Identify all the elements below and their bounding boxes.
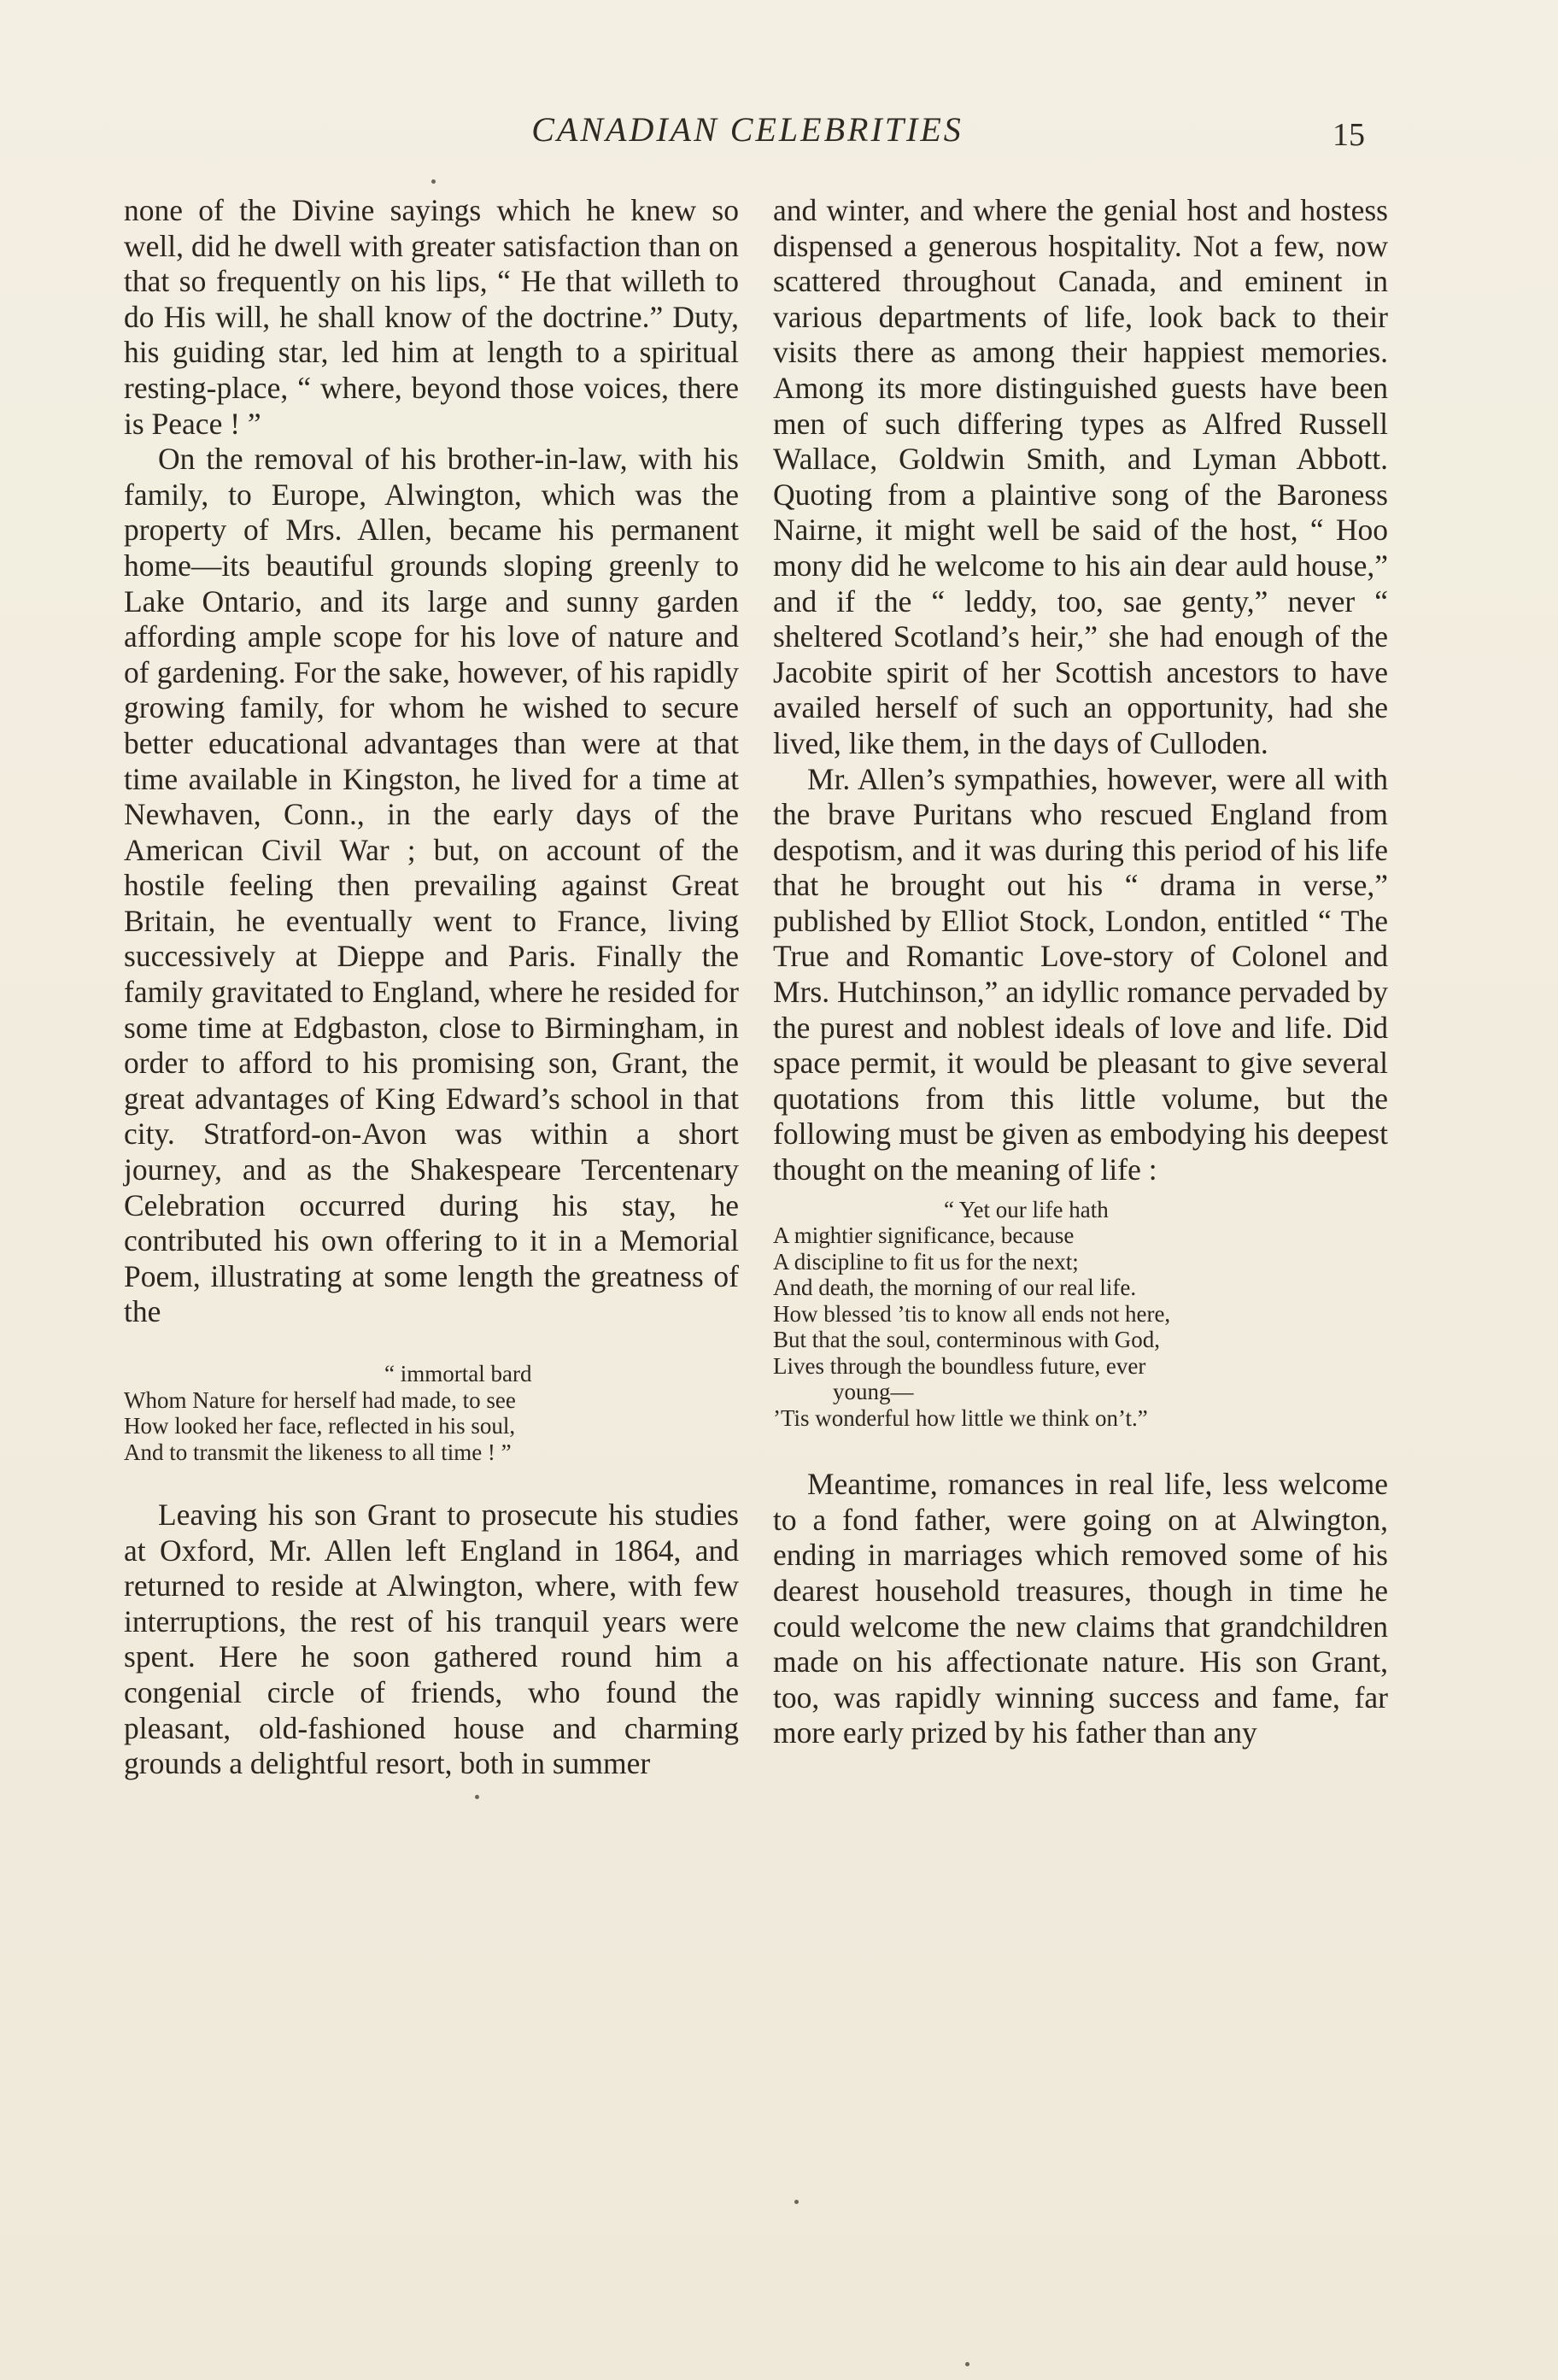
paragraph: Mr. Allen’s sympathies, however, were all with the brave Puritans who rescued England from despotism, and it was during this period of his life that he brought out his “ drama in verse,” published by Elliot Stock, London, entitled “ The True and Romantic Love-story of Colonel and Mrs. Hutchinson,” an idyllic romance pervaded by the purest and noblest ideals of love and life. Did space permit, it would be pleasant to give several quotations from this little volume, but the following must be given as embodying his deepest thought on the meaning of life : [773,761,1388,1187]
verse-line: And to transmit the likeness to all time ! ” [124,1439,512,1465]
verse-line: ’Tis wonderful how little we think on’t.” [773,1404,1148,1431]
paragraph: Meantime, romances in real life, less welcome to a fond father, were going on at Alwington, ending in marriages which removed some of his dearest household treasures, though in time he could welcome the new claims that grandchildren made on his affectionate nature. His son Grant, too, was rapidly winning success and fame, far more early prized by his father than any [773,1467,1388,1750]
verse-line: But that the soul, conterminous with God, [773,1327,1160,1353]
verse-quotation [773,1197,1388,1432]
paragraph: none of the Divine sayings which he knew so well, did he dwell with greater satisfaction than on that so frequently on his lips, “ He that willeth to do His will, he shall know of the doctrine.” Duty, his guiding star, led him at length to a spiritual resting-place, “ where, beyond those voices, there is Peace ! ” [124,193,739,441]
page-number: 15 [1332,117,1365,153]
paragraph: On the removal of his brother-in-law, with his family, to Europe, Alwington, which was the property of Mrs. Allen, became his permanent home—its beautiful grounds sloping greenly to Lake Ontario, and its large and sunny garden affording ample scope for his love of nature and of gardening. For the sake, however, of his rapidly growing family, for whom he wished to secure better educational advantages than were at that time available in Kingston, he lived for a time at Newhaven, Conn., in the early days of the American Civil War ; but, on account of the hostile feeling then prevailing against Great Britain, he eventually went to France, living successively at Dieppe and Paris. Finally the family gravitated to England, where he resided for some time at Edgbaston, close to Birmingham, in order to afford to his promising son, Grant, the great advantages of King Edward’s school in that city. Stratford-on-Avon was within a short journey, and as the Shakespeare Tercentenary Celebration occurred during his stay, he contributed his own offering to it in a Memorial Poem, illustrating at some length the greatness of the [124,442,739,1329]
verse-line: A mightier significance, because [773,1222,1075,1249]
right-column [773,193,1388,1751]
verse-quotation [124,1361,739,1465]
verse-line: And death, the morning of our real life. [773,1275,1137,1301]
verse-line: “ immortal bard [384,1361,532,1386]
print-speck [794,2200,799,2204]
verse-line: Lives through the boundless future, ever [773,1352,1146,1379]
paragraph: and winter, and where the genial host and hostess dispensed a generous hospitality. Not a few, now scattered throughout Canada, and eminent in various departments of life, look back to their visits there as among their happiest memories. Among its more distinguished guests have been men of such differing types as Alfred Russell Wallace, Goldwin Smith, and Lyman Abbott. Quoting from a plaintive song of the Baroness Nairne, it might well be said of the host, “ Hoo mony did he welcome to his ain dear auld house,” and if the “ leddy, too, sae genty,” never “ sheltered Scotland’s heir,” she had enough of the Jacobite spirit of her Scottish ancestors to have availed herself of such an opportunity, had she lived, like them, in the days of Culloden. [773,193,1388,760]
left-column [124,193,739,1782]
verse-line: Whom Nature for herself had made, to see [124,1386,516,1413]
verse-line: How blessed ’tis to know all ends not here, [773,1300,1171,1327]
print-speck [431,179,436,184]
verse-line: young— [833,1379,914,1405]
verse-line: A discipline to fit us for the next; [773,1248,1079,1275]
page-header [0,109,1558,161]
paragraph: Leaving his son Grant to prosecute his studies at Oxford, Mr. Allen left England in 1864, and returned to reside at Alwington, where, with few interruptions, the rest of his tranquil years were spent. Here he soon gathered round him a congenial circle of friends, who found the pleasant, old-fashioned house and charming grounds a delightful resort, both in summer [124,1498,739,1781]
print-speck [475,1795,479,1799]
verse-line: How looked her face, reflected in his soul, [124,1413,516,1439]
running-title: CANADIAN CELEBRITIES [531,110,964,149]
verse-line: “ Yet our life hath [944,1196,1109,1222]
print-speck [965,2362,969,2366]
